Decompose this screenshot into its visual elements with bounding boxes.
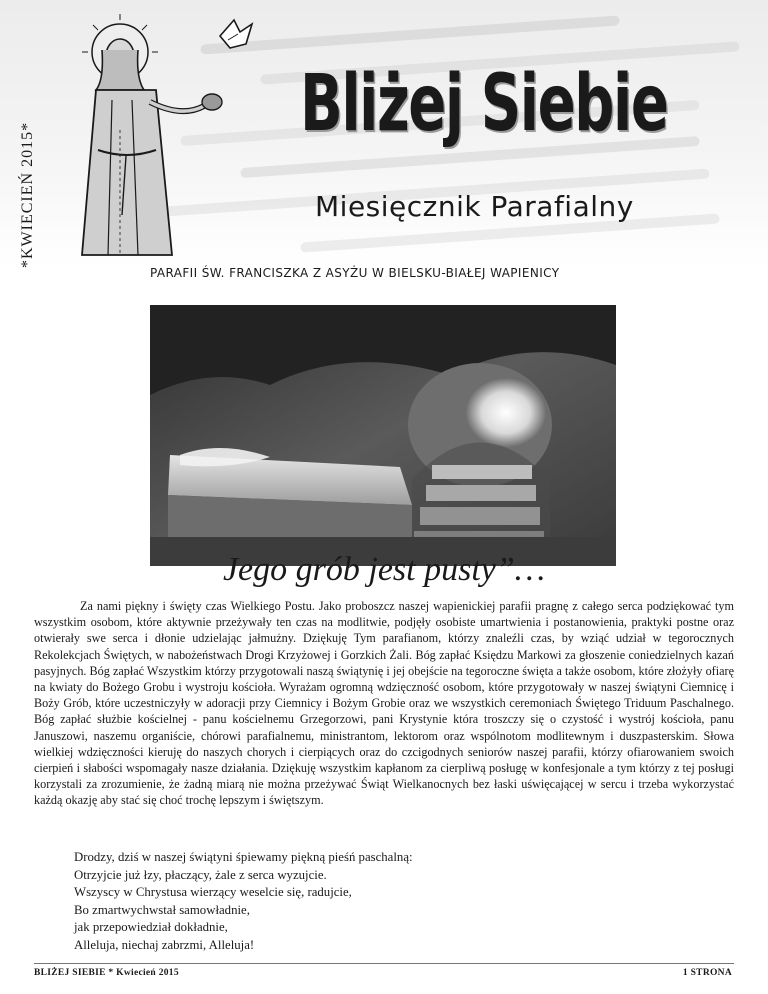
hymn-line: Otrzyjcie już łzy, płaczący, żale z serca wyzujcie. bbox=[74, 867, 327, 882]
footer-page-number: 1 STRONA bbox=[682, 968, 732, 978]
hymn-line: jak przepowiedział dokładnie, bbox=[74, 920, 228, 935]
parish-name: PARAFII ŚW. FRANCISZKA Z ASYŻU W BIELSKU-BIAŁEJ WAPIENICY bbox=[150, 266, 560, 280]
footer-divider bbox=[34, 963, 734, 964]
article-body: Za nami piękny i święty czas Wielkiego Postu. Jako proboszcz naszej wapienickiej parafii pragnę z całego serca podziękować tym wszystkim osobom, które aktywnie przeżywały ten czas na modlitwie, podjęły osobiste umartwienia i postanowienia, praktyki postne oraz otwierały swe serca i dłonie udzielając jałmużny. Dziękuję Tym parafianom, którzy znaleźli czas, by wziąć udział w tegorocznych Rekolekcjach Świętych, w nabożeństwach Drogi Krzyżowej i Gorzkich Żali. Bóg zapłać Księdzu Markowi za głoszenie coniedzielnych kazań pasyjnych. Bóg zapłać Wszystkim którzy przygotowali naszą świątynię i jej obejście na tegoroczne święta a także osobom, które złożyły ofiarę na kwiaty do Bożego Grobu i wystroju kościoła. Wyrażam ogromną wdzięczność osobom, które przygotowały w naszej świątyni Ciemnicę i Boży Grób, które uczestniczyły w adoracji przy Ciemnicy i Bożym Grobie oraz we wszystkich ceremoniach Świętego Triduum Paschalnego. Bóg zapłać służbie kościelnej - panu kościelnemu Grzegorzowi, pani Krystynie która troszczy się o czystość i wystrój kościoła, panu Januszowi, naszemu organiście, chórowi parafialnemu, ministrantom, lektorom oraz wspólnotom modlitewnym i duszpasterskim. Słowa wielkiej wdzięczności kieruję do naszych chorych i cierpiących oraz do czcigodnych seniorów naszej parafii, którzy ofiarowaniem swoich cierpień i słabości wspomagały nasze działania. Dziękuję wszystkim kapłanom za cierpliwą posługę w konfesjonale a tym którzy z tej posługi korzystali za zrozumienie, że żadną miarą nie można przeżywać Świąt Wielkanocnych bez łaski uświęcającej w sercu i trzeba wykorzystać każdą okazję aby stać się choć trochę lepszym i świętszym. bbox=[34, 599, 734, 808]
publication-subtitle: Miesięcznik Parafialny bbox=[315, 190, 634, 223]
publication-title: Bliżej Siebie bbox=[300, 59, 668, 149]
masthead bbox=[0, 0, 768, 268]
empty-tomb-photo bbox=[150, 305, 616, 566]
empty-tomb-icon bbox=[150, 305, 616, 566]
hymn-block bbox=[74, 849, 634, 955]
saint-francis-illustration-icon bbox=[52, 10, 272, 260]
hymn-line: Bo zmartwychwstał samowładnie, bbox=[74, 902, 250, 917]
footer-publication: BLIŻEJ SIEBIE * Kwiecień 2015 bbox=[34, 968, 179, 978]
issue-date-vertical: *KWIECIEŃ 2015* bbox=[19, 121, 36, 268]
hymn-line: Wszyscy w Chrystusa wierzący weselcie się, radujcie, bbox=[74, 885, 352, 900]
hymn-line: Drodzy, dziś w naszej świątyni śpiewamy piękną pieśń paschalną: bbox=[74, 850, 413, 864]
article-heading: Jego grób jest pusty”… bbox=[222, 551, 546, 588]
hymn-line: Alleluja, niechaj zabrzmi, Alleluja! bbox=[74, 937, 255, 952]
